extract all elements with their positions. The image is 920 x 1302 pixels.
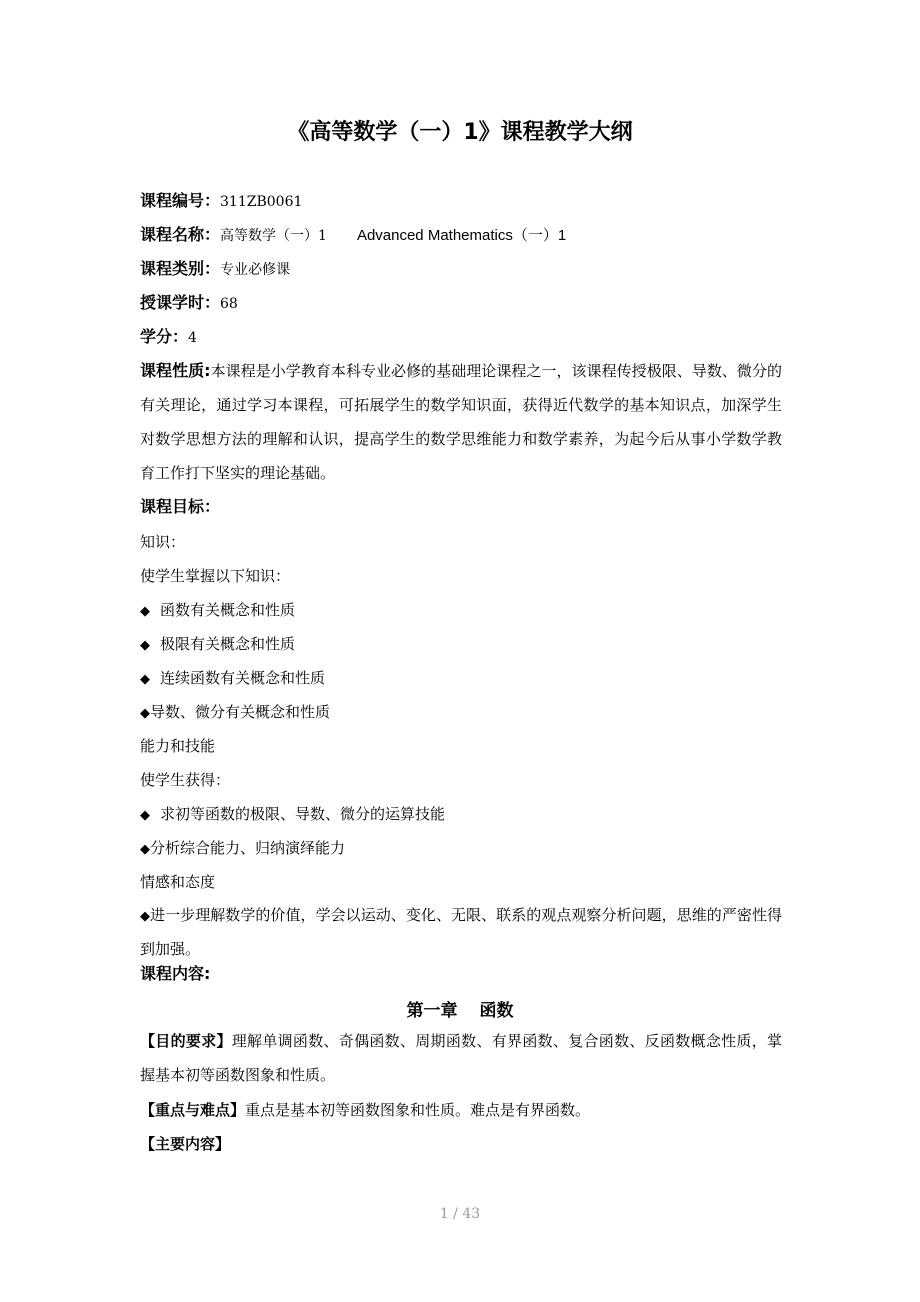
course-nature-paragraph: [140, 354, 782, 490]
course-type-row: [140, 259, 782, 280]
knowledge-item-text: 连续函数有关概念和性质: [160, 669, 326, 687]
bullet-icon: ◆: [140, 672, 150, 687]
course-code-row: [140, 191, 782, 212]
goals-label: 课程目标：: [140, 497, 221, 516]
chapter-heading: [0, 996, 920, 1021]
hours-row: [140, 293, 782, 314]
main-content-row: [140, 1134, 782, 1154]
attitude-heading: 情感和态度: [140, 873, 216, 891]
knowledge-item-text: 函数有关概念和性质: [160, 601, 296, 619]
knowledge-item-text: 极限有关概念和性质: [160, 635, 296, 653]
main-content-label: 【主要内容】: [140, 1135, 231, 1153]
knowledge-item: [140, 600, 782, 622]
course-code-value: 311ZB0061: [220, 194, 303, 210]
course-nature-text: 本课程是小学教育本科专业必修的基础理论课程之一，该课程传授极限、导数、微分的有关理论，通过学习本课程，可拓展学生的数学知识面，获得近代数学的基本知识点，加深学生对数学思想方法的理解和认识，提高学生的数学思维能力和数学素养，为起今后从事小学数学教育工作打下坚实的理论基础。: [140, 362, 782, 482]
bullet-icon: ◆: [140, 638, 150, 653]
bullet-icon: ◆: [140, 706, 150, 721]
content-heading: [140, 964, 782, 984]
skills-heading: 能力和技能: [140, 737, 216, 755]
knowledge-intro: 使学生掌握以下知识：: [140, 567, 291, 585]
course-nature-label: 课程性质:: [140, 361, 211, 380]
skills-item: [140, 838, 782, 860]
course-name-row: [140, 225, 782, 246]
bullet-icon: ◆: [140, 842, 150, 857]
knowledge-item: [140, 702, 782, 724]
bullet-icon: ◆: [140, 604, 150, 619]
knowledge-item-text: 导数、微分有关概念和性质: [150, 703, 331, 721]
hours-label: 授课学时：: [140, 293, 221, 312]
skills-item-text: 分析综合能力、归纳演绎能力: [150, 839, 346, 857]
document-title: 《高等数学（一）1》课程教学大纲: [287, 120, 633, 145]
requirements-paragraph: [140, 1024, 782, 1092]
credits-row: [140, 327, 782, 348]
course-type-label: 课程类别：: [140, 259, 221, 278]
hours-value: 68: [220, 296, 238, 312]
course-code-label: 课程编号：: [140, 191, 221, 210]
page-indicator: 1 / 43: [439, 1206, 481, 1222]
skills-item-text: 求初等函数的极限、导数、微分的运算技能: [160, 805, 446, 823]
credits-value: 4: [188, 330, 197, 346]
knowledge-item: [140, 668, 782, 690]
chapter-name: 函数: [479, 1001, 514, 1021]
key-points-label: 【重点与难点】: [140, 1101, 246, 1119]
attitude-item: [140, 899, 782, 966]
course-type-value: 专业必修课: [220, 262, 291, 278]
knowledge-heading: 知识：: [140, 533, 186, 551]
requirements-text: 理解单调函数、奇偶函数、周期函数、有界函数、复合函数、反函数概念性质，掌握基本初等函数图象和性质。: [140, 1032, 782, 1084]
course-name-value: 高等数学（一）1: [220, 228, 327, 244]
skills-intro: 使学生获得：: [140, 771, 231, 789]
chapter-number: 第一章: [406, 1001, 458, 1021]
bullet-icon: ◆: [140, 808, 150, 823]
credits-label: 学分：: [140, 327, 189, 346]
bullet-icon: ◆: [140, 909, 150, 924]
knowledge-item: [140, 634, 782, 656]
requirements-label: 【目的要求】: [140, 1032, 232, 1050]
course-name-label: 课程名称：: [140, 225, 221, 244]
attitude-item-text: 进一步理解数学的价值，学会以运动、变化、无限、联系的观点观察分析问题，思维的严密性得到加强。: [140, 906, 782, 958]
course-name-english: Advanced Mathematics（一）1: [356, 227, 567, 244]
skills-item: [140, 804, 782, 826]
content-label: 课程内容:: [140, 964, 211, 983]
goals-heading: [140, 497, 782, 517]
key-points-row: [140, 1100, 782, 1120]
key-points-text: 重点是基本初等函数图象和性质。难点是有界函数。: [245, 1101, 591, 1119]
